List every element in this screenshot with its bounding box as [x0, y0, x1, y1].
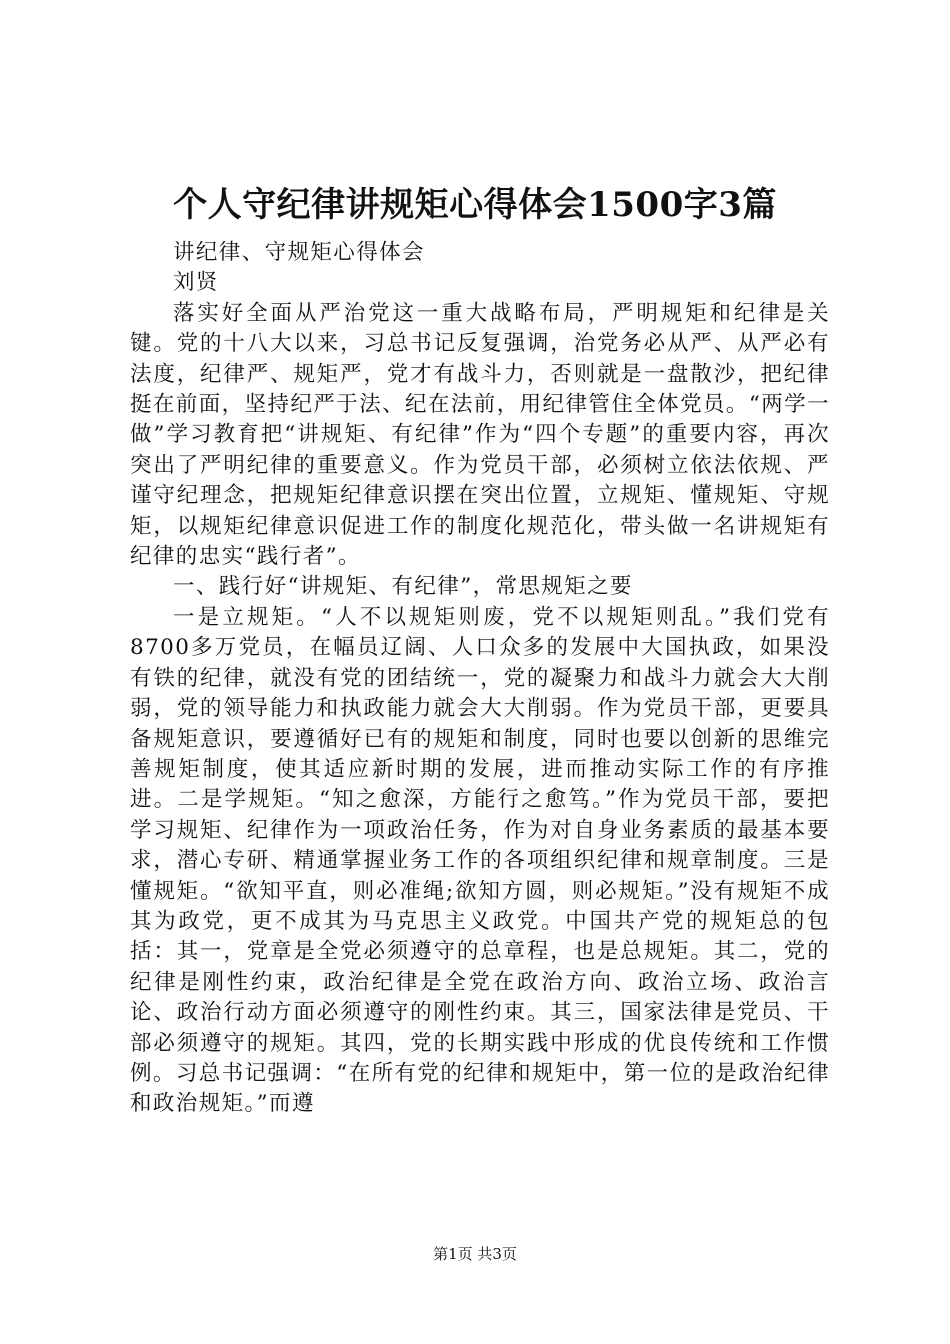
section-heading: 一、践行好“讲规矩、有纪律”，常思规矩之要 — [173, 574, 633, 600]
paragraph: 一是立规矩。“人不以规矩则废，党不以规矩则乱。”我们党有8700多万党员，在幅员辽阔、人口众多的发展中大国执政，如果没有铁的纪律，就没有党的团结统一，党的凝聚力和战斗力就会大大削弱，党的领导能力和执政能力就会大大削弱。作为党员干部，更要具备规矩意识，要遵循好已有的规矩和制度，同时也要以创新的思维完善规矩制度，使其适应新时期的发展，进而推动实际工作的有序推进。二是学规矩。“知之愈深，方能行之愈笃。”作为党员干部，要把学习规矩、纪律作为一项政治任务，作为对自身业务素质的最基本要求，潜心专研、精通掌握业务工作的各项组织纪律和规章制度。三是懂规矩。“欲知平直，则必准绳;欲知方圆，则必规矩。”没有规矩不成其为政党，更不成其为马克思主义政党。中国共产党的规矩总的包括：其一，党章是全党必须遵守的总章程，也是总规矩。其二，党的纪律是刚性约束，政治纪律是全党在政治方向、政治立场、政治言论、政治行动方面必须遵守的刚性约束。其三，国家法律是党员、干部必须遵守的规矩。其四，党的长期实践中形成的优良传统和工作惯例。习总书记强调：“在所有党的纪律和规矩中，第一位的是政治纪律和政治规矩。”而遵 — [130, 604, 830, 1117]
paragraph: 落实好全面从严治党这一重大战略布局，严明规矩和纪律是关键。党的十八大以来，习总书记反复强调，治党务必从严、从严必有法度，纪律严、规矩严，党才有战斗力，否则就是一盘散沙，把纪律挺在前面，坚持纪严于法、纪在法前，用纪律管住全体党员。“两学一做”学习教育把“讲规矩、有纪律”作为“四个专题”的重要内容，再次突出了严明纪律的重要意义。作为党员干部，必须树立依法依规、严谨守纪理念，把规矩纪律意识摆在突出位置，立规矩、懂规矩、守规矩，以规矩纪律意识促进工作的制度化规范化，带头做一名讲规矩有纪律的忠实“践行者”。 — [130, 300, 830, 570]
page-number-footer: 第1页 共3页 — [433, 1245, 517, 1263]
document-body — [130, 238, 830, 1120]
document-title: 个人守纪律讲规矩心得体会1500字3篇 — [173, 185, 777, 225]
document-subtitle: 讲纪律、守规矩心得体会 — [173, 240, 425, 265]
document-author: 刘贤 — [173, 270, 219, 296]
